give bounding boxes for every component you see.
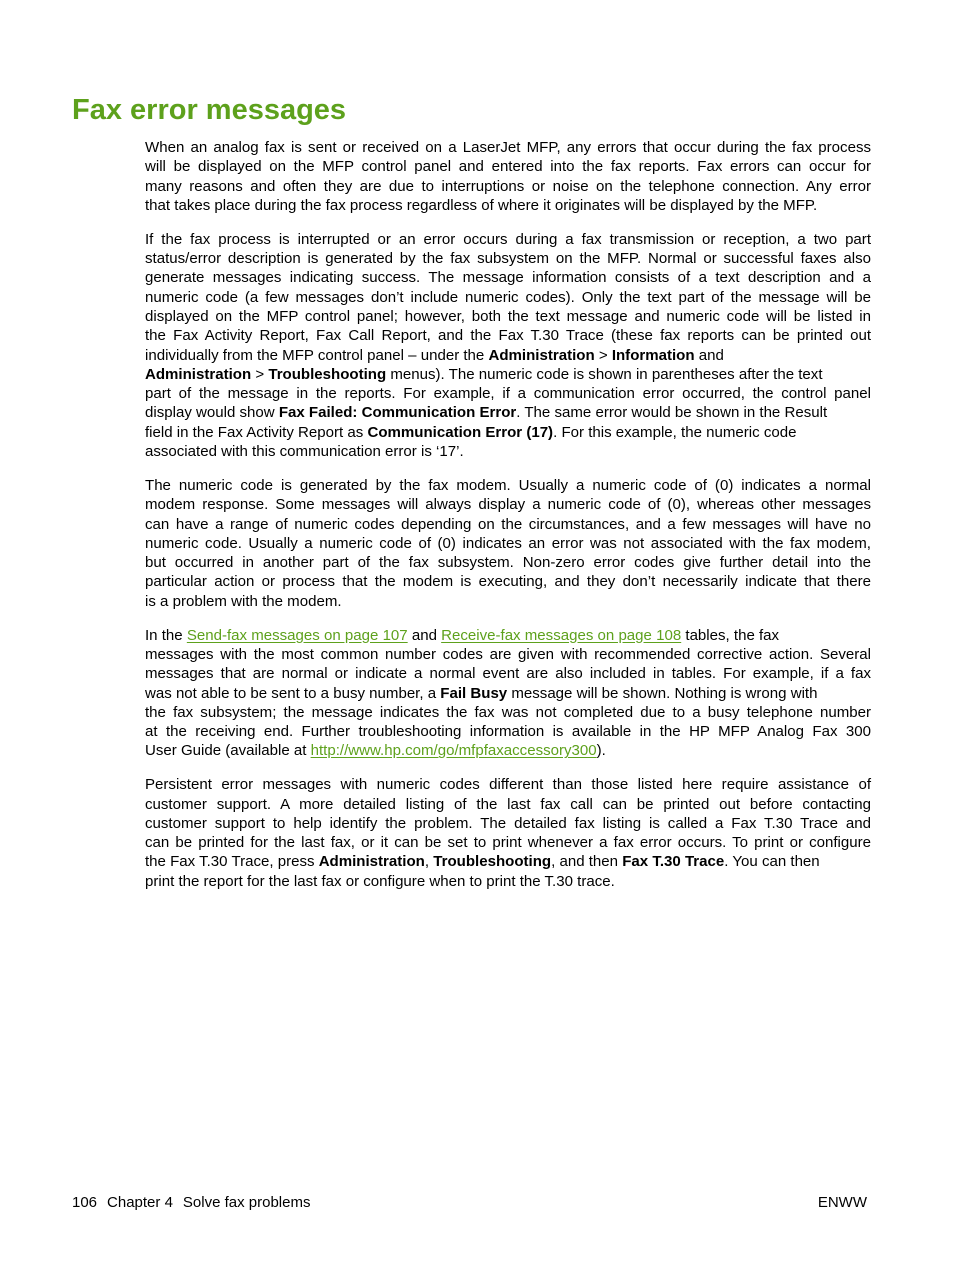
text-line: displayed on the MFP control panel; however, both the text message and numeric code will be listed in <box>145 307 871 325</box>
text-run: was not able to be sent to a busy number, a <box>145 684 441 702</box>
text-line: If the fax process is interrupted or an error occurs during a fax transmission or reception, a two part <box>145 230 871 248</box>
text-line: The numeric code is generated by the fax modem. Usually a numeric code of (0) indicates a normal <box>145 476 871 494</box>
text-run: display would show <box>145 404 279 422</box>
text-line: the fax subsystem; the message indicates the fax was not completed due to a busy telephone number <box>145 703 871 721</box>
paragraph-error-description <box>145 230 871 462</box>
text-run: , <box>424 853 434 871</box>
menu-path-administration: Administration <box>145 365 252 383</box>
text-run: . For this example, the numeric code <box>553 423 797 441</box>
text-line: customer support. A more detailed listing of the last fax call can be printed out before contacting <box>145 795 871 813</box>
message-fail-busy: Fail Busy <box>440 684 508 702</box>
text-line: modem response. Some messages will always display a numeric code of (0), whereas other messages <box>145 496 871 514</box>
text-line <box>145 626 871 645</box>
text-run: and <box>694 346 724 364</box>
text-line: associated with this communication error is ‘17’. <box>145 443 464 461</box>
text-run: the Fax T.30 Trace, press <box>145 853 319 871</box>
text-line: the Fax Activity Report, Fax Call Report, and the Fax T.30 Trace (these fax reports can be printed out <box>145 327 871 345</box>
text-line: but occurred in another part of the fax subsystem. Non-zero error codes give further detail into the <box>145 554 871 572</box>
footer-doc-code: ENWW <box>817 1194 867 1211</box>
text-line: can be printed for the last fax, or it can be set to print whenever a fax error occurs. To print or configure <box>145 834 871 852</box>
text-run: > <box>251 365 269 383</box>
text-run: , and then <box>551 853 623 871</box>
menu-path-administration: Administration <box>318 853 425 871</box>
text-run: > <box>594 346 612 364</box>
send-fax-messages-link[interactable]: Send-fax messages on page 107 <box>186 626 408 644</box>
text-line: messages with the most common number codes are given with recommended corrective action. Several <box>145 645 871 663</box>
text-line: at the receiving end. Further troubleshooting information is available in the HP MFP Analog Fax 300 <box>145 723 871 741</box>
menu-path-troubleshooting: Troubleshooting <box>268 365 387 383</box>
text-run: individually from the MFP control panel – under the <box>145 346 489 364</box>
text-line <box>145 852 871 871</box>
text-line: that takes place during the fax process regardless of where it originates will be displayed by the MFP. <box>145 196 818 214</box>
text-line: generate messages indicating success. The message information consists of a text description and a <box>145 269 871 287</box>
paragraph-tables <box>145 626 871 761</box>
page-title: Fax error messages <box>72 94 347 126</box>
receive-fax-messages-link[interactable]: Receive-fax messages on page 108 <box>441 626 682 644</box>
chapter-label: Chapter 4 <box>107 1194 173 1211</box>
text-run: User Guide (available at <box>145 742 311 760</box>
text-run: and <box>407 626 442 644</box>
text-line: When an analog fax is sent or received on a LaserJet MFP, any errors that occur during the fax process <box>145 139 871 156</box>
paragraph-persistent-errors <box>145 775 871 891</box>
text-line: numeric code. Usually a numeric code of (0) indicates an error was not associated with the fax modem, <box>145 534 871 552</box>
text-line: is a problem with the modem. <box>145 592 342 610</box>
footer-left <box>72 1193 310 1212</box>
text-line: customer support to help identify the problem. The detailed fax listing is called a Fax T.30 Trace and <box>145 814 871 832</box>
text-line: part of the message in the reports. For example, if a communication error occurred, the control panel <box>145 385 871 403</box>
text-line <box>145 423 871 442</box>
text-line <box>145 403 871 422</box>
text-run: menus). The numeric code is shown in parentheses after the text <box>386 365 823 383</box>
text-run: tables, the fax <box>681 626 780 644</box>
text-line <box>145 365 871 384</box>
text-run: . You can then <box>724 853 820 871</box>
text-line: numeric code (a few messages don’t include numeric codes). Only the text part of the message will be <box>145 288 871 306</box>
text-line <box>145 346 871 365</box>
body-text <box>145 138 871 906</box>
text-run: ). <box>596 742 606 760</box>
text-line: will be displayed on the MFP control panel and entered into the fax reports. Fax errors can occur for <box>145 158 871 176</box>
text-line: status/error description is generated by the fax subsystem on the MFP. Normal or successful faxes also <box>145 250 871 268</box>
hp-fax-accessory-link[interactable]: http://www.hp.com/go/mfpfaxaccessory300 <box>310 742 597 760</box>
text-run: In the <box>145 626 187 644</box>
paragraph-intro <box>145 138 871 215</box>
text-line: can have a range of numeric codes depending on the circumstances, and a few messages will have no <box>145 515 871 533</box>
text-line <box>145 741 871 760</box>
menu-path-information: Information <box>611 346 695 364</box>
menu-path-troubleshooting: Troubleshooting <box>433 853 552 871</box>
text-line <box>145 684 871 703</box>
page-number: 106 <box>72 1194 98 1211</box>
text-run: field in the Fax Activity Report as <box>145 423 368 441</box>
text-run: message will be shown. Nothing is wrong with <box>507 684 818 702</box>
message-fax-failed: Fax Failed: Communication Error <box>278 404 517 422</box>
chapter-title: Solve fax problems <box>182 1194 311 1211</box>
text-line: messages that are normal or indicate a normal event are also included in tables. For example, if a fax <box>145 665 871 683</box>
message-communication-error: Communication Error (17) <box>367 423 554 441</box>
text-line: print the report for the last fax or configure when to print the T.30 trace. <box>145 872 615 890</box>
paragraph-numeric-code <box>145 476 871 611</box>
text-line: many reasons and often they are due to interruptions or noise on the telephone connection. Any error <box>145 177 871 195</box>
menu-path-fax-t30-trace: Fax T.30 Trace <box>622 853 725 871</box>
menu-path-administration: Administration <box>488 346 595 364</box>
text-run: . The same error would be shown in the Result <box>516 404 828 422</box>
text-line: particular action or process that the modem is executing, and they don’t necessarily indicate that there <box>145 573 871 591</box>
text-line: Persistent error messages with numeric codes different than those listed here require assistance of <box>145 776 871 794</box>
